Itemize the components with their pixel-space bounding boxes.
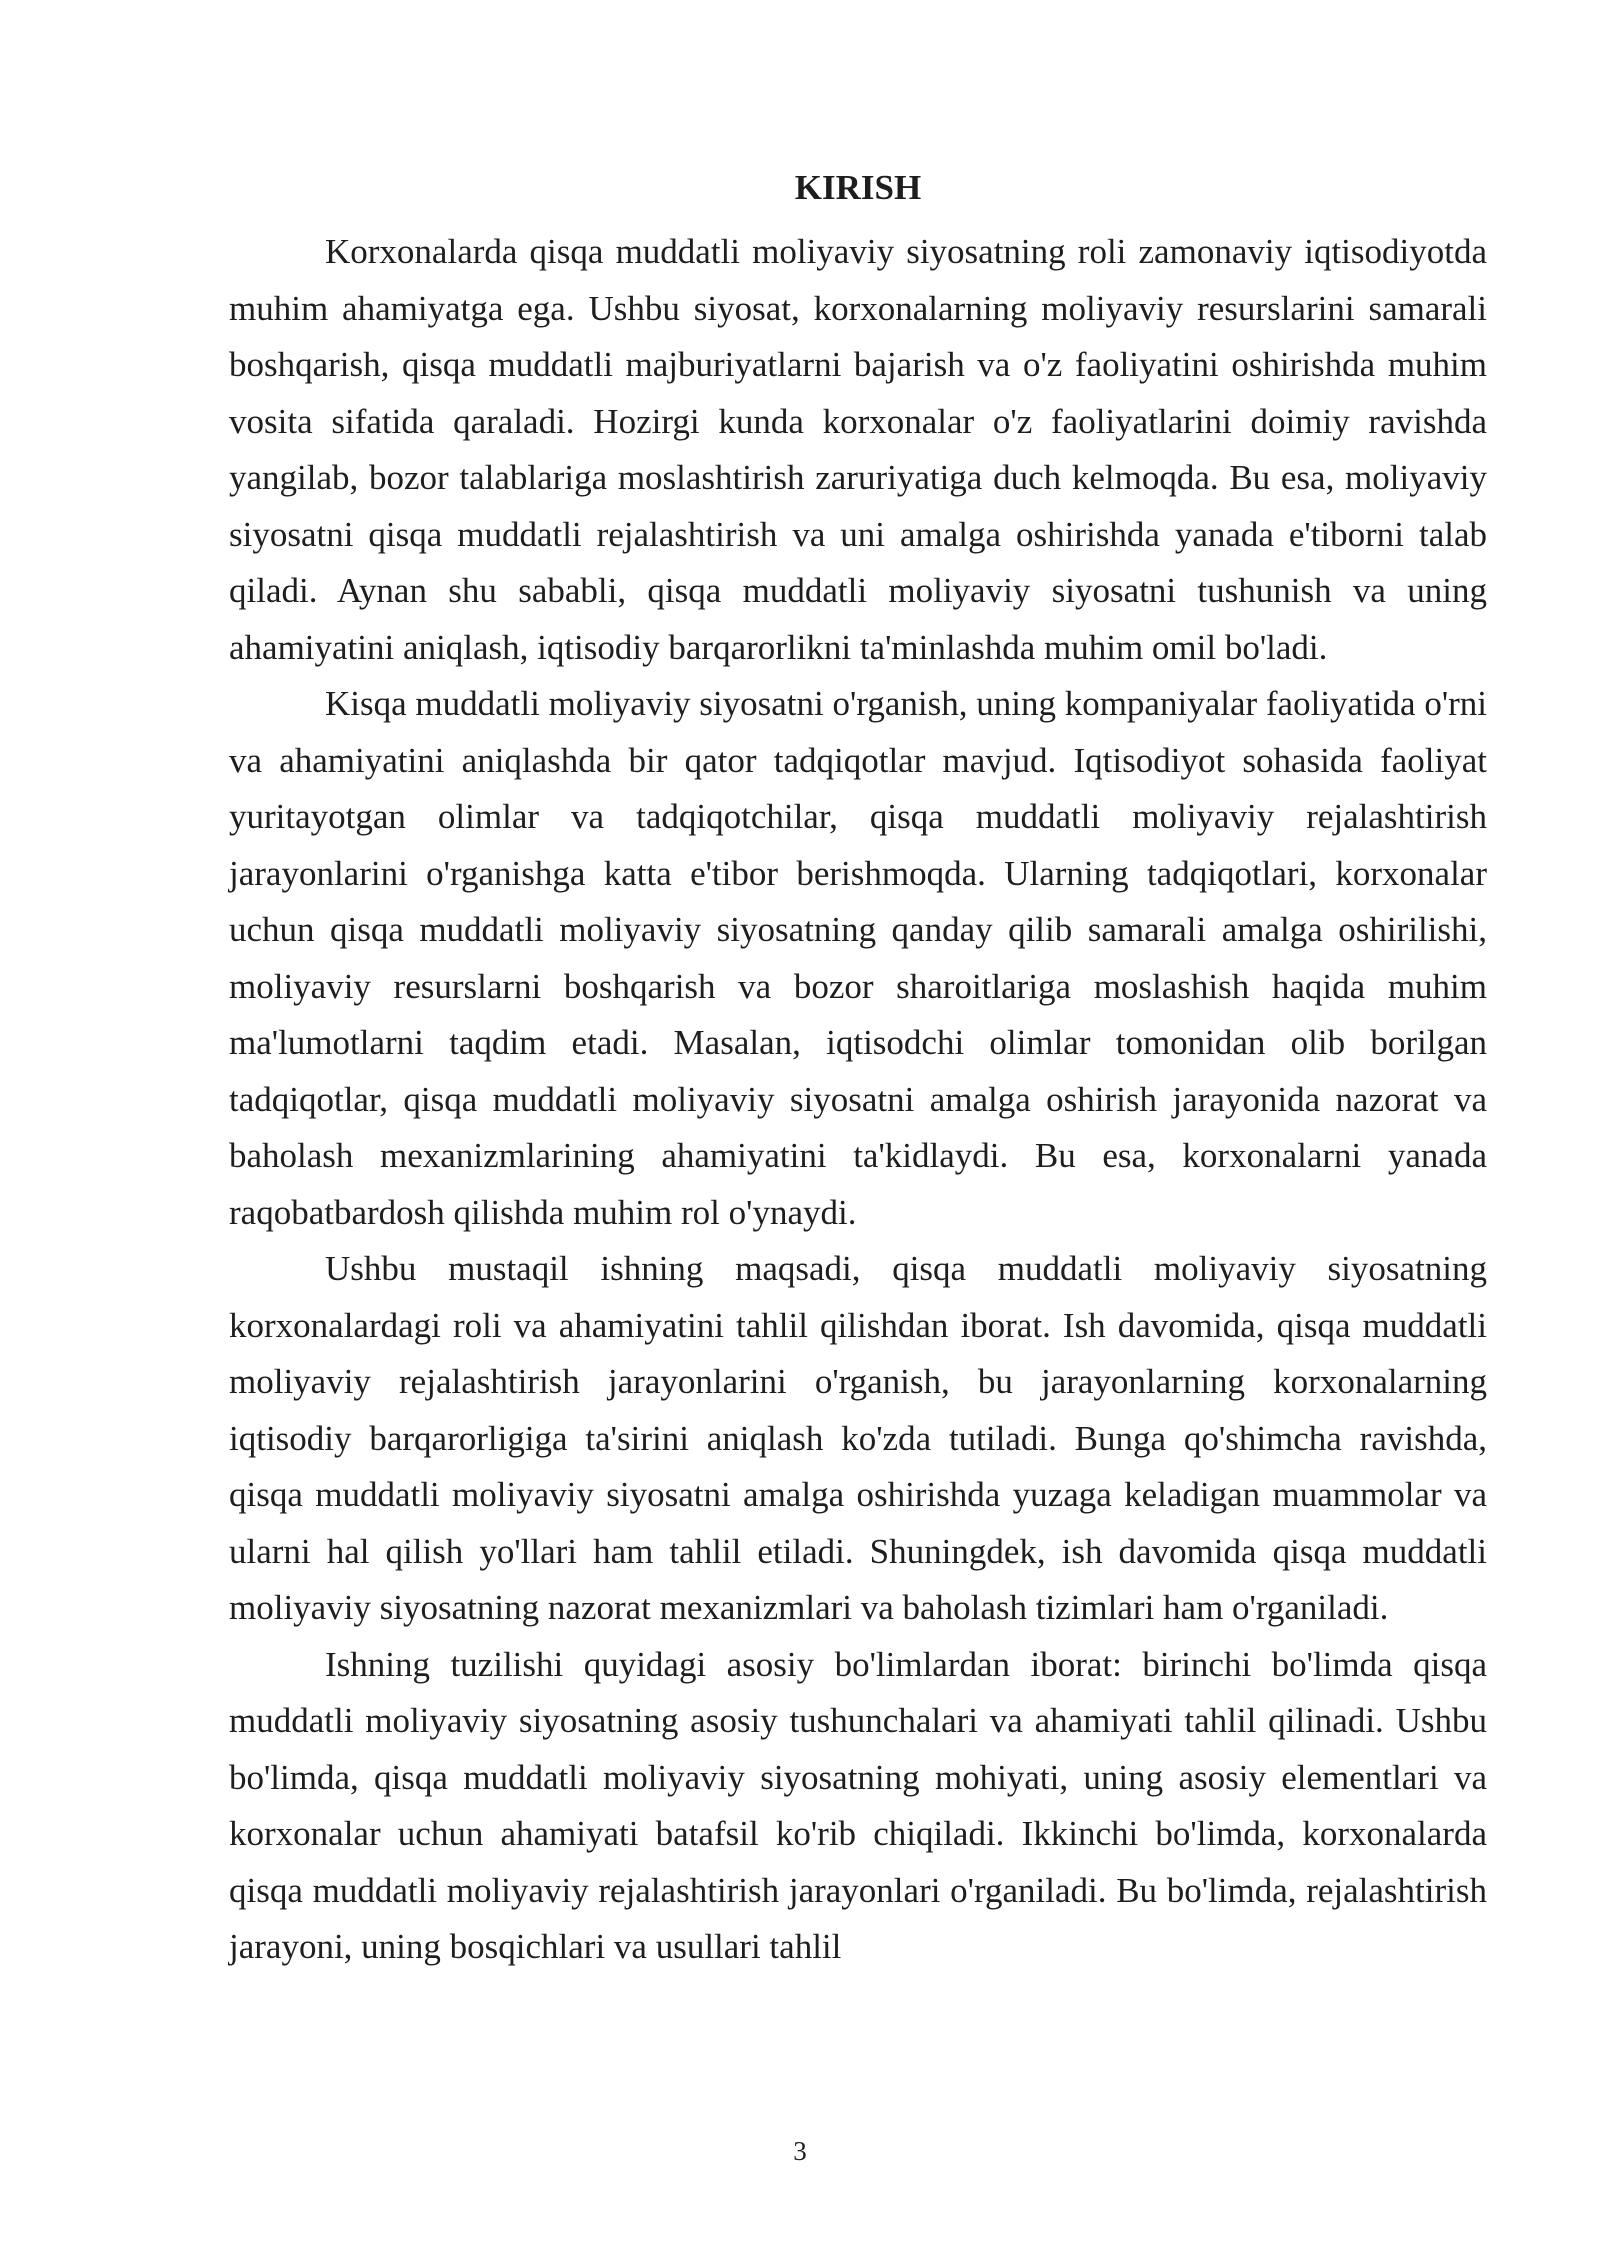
section-heading: KIRISH (794, 168, 922, 207)
page-content (229, 160, 1487, 1976)
paragraph-3: Ushbu mustaqil ishning maqsadi, qisqa muddatli moliyaviy siyosatning korxonalardagi roli va ahamiyatini tahlil qilishdan iborat. Ish davomida, qisqa muddatli moliyaviy rejalashtirish jarayonlarini o'rganish, bu jarayonlarning korxonalarning iqtisodiy barqarorligiga ta'sirini aniqlash ko'zda tutiladi. Bunga qo'shimcha ravishda, qisqa muddatli moliyaviy siyosatni amalga oshirishda yuzaga keladigan muammolar va ularni hal qilish yo'llari ham tahlil etiladi. Shuningdek, ish davomida qisqa muddatli moliyaviy siyosatning nazorat mexanizmlari va baholash tizimlari ham o'rganiladi. (229, 1249, 1487, 1627)
paragraph-2: Kisqa muddatli moliyaviy siyosatni o'rganish, uning kompaniyalar faoliyatida o'rni va ahamiyatini aniqlashda bir qator tadqiqotlar mavjud. Iqtisodiyot sohasida faoliyat yuritayotgan olimlar va tadqiqotchilar, qisqa muddatli moliyaviy rejalashtirish jarayonlarini o'rganishga katta e'tibor berishmoqda. Ularning tadqiqotlari, korxonalar uchun qisqa muddatli moliyaviy siyosatning qanday qilib samarali amalga oshirilishi, moliyaviy resurslarni boshqarish va bozor sharoitlariga moslashish haqida muhim ma'lumotlarni taqdim etadi. Masalan, iqtisodchi olimlar tomonidan olib borilgan tadqiqotlar, qisqa muddatli moliyaviy siyosatni amalga oshirish jarayonida nazorat va baholash mexanizmlarining ahamiyatini ta'kidlaydi. Bu esa, korxonalarni yanada raqobatbardosh qilishda muhim rol o'ynaydi. (229, 684, 1487, 1232)
paragraph-1: Korxonalarda qisqa muddatli moliyaviy siyosatning roli zamonaviy iqtisodiyotda muhim ahamiyatga ega. Ushbu siyosat, korxonalarning moliyaviy resurslarini samarali boshqarish, qisqa muddatli majburiyatlarni bajarish va o'z faoliyatini oshirishda muhim vosita sifatida qaraladi. Hozirgi kunda korxonalar o'z faoliyatlarini doimiy ravishda yangilab, bozor talablariga moslashtirish zaruriyatiga duch kelmoqda. Bu esa, moliyaviy siyosatni qisqa muddatli rejalashtirish va uni amalga oshirishda yanada e'tiborni talab qiladi. Aynan shu sababli, qisqa muddatli moliyaviy siyosatni tushunish va uning ahamiyatini aniqlash, iqtisodiy barqarorlikni ta'minlashda muhim omil bo'ladi. (229, 232, 1487, 667)
paragraph-4: Ishning tuzilishi quyidagi asosiy bo'limlardan iborat: birinchi bo'limda qisqa muddatli moliyaviy siyosatning asosiy tushunchalari va ahamiyati tahlil qilinadi. Ushbu bo'limda, qisqa muddatli moliyaviy siyosatning mohiyati, uning asosiy elementlari va korxonalar uchun ahamiyati batafsil ko'rib chiqiladi. Ikkinchi bo'limda, korxonalarda qisqa muddatli moliyaviy rejalashtirish jarayonlari o'rganiladi. Bu bo'limda, rejalashtirish jarayoni, uning bosqichlari va usullari tahlil (229, 1644, 1487, 1966)
page-number: 3 (793, 2136, 807, 2166)
